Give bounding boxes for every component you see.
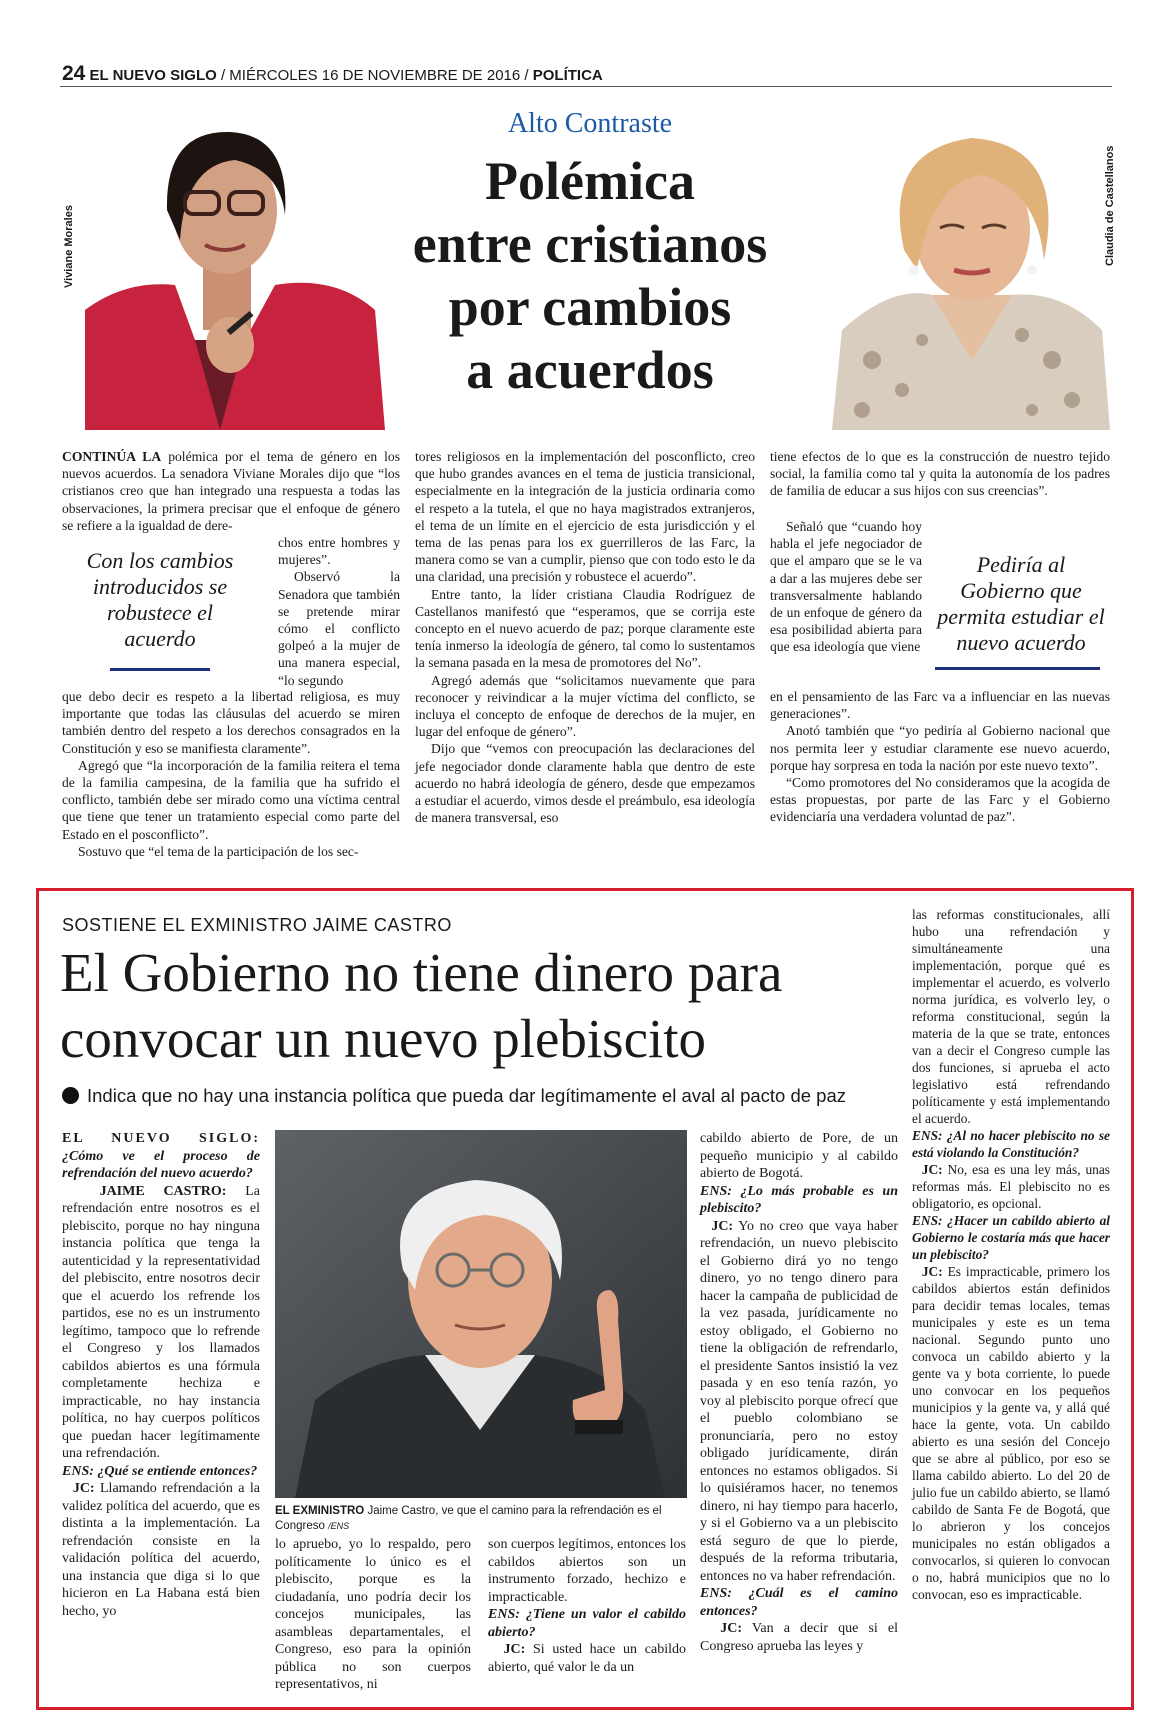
paragraph-text: “Como promotores del No consideramos que la acogida de estas propuestas, por parte de las Farc y el Gobierno evidenciaría una verdadera voluntad de paz”.	[770, 775, 1110, 825]
headline-line: entre cristianos	[412, 214, 768, 274]
subhead-text: Indica que no hay una instancia política que pueda dar legítimamente el aval al pacto de paz	[87, 1085, 847, 1106]
paragraph-text: tores religiosos en la implementación del posconflicto, creo que hubo grandes avances en el tema de justicia transicional, especialmente en la integración de la justicia ordinaria como el respeto a la tutela, el que no haya magistrados extranjeros, el tema de un límite en el ejercicio de esta jurisdicción y el tema de las penas para los ex guerrilleros de las Farc, la manera como se van a cumplir, pienso que con todo esto le da una claridad, una precisión y robustece el acuerdo”.	[415, 449, 755, 585]
interview-col-2	[275, 1536, 471, 1694]
top-col-3-wrap	[770, 518, 922, 656]
paragraph-text: tiene efectos de lo que es la construcción de nuestro tejido social, la familia como tal y quita la autonomía de los padres de familia de educar a sus hijos con sus creencias”.	[770, 449, 1110, 499]
answer-text: lo apruebo, yo lo respaldo, pero políticamente lo único es el plebiscito, porque es la ciudadanía, uno podría decir los concejos municipales, las asambleas departamentales, el Congreso, eso para la opinión pública no son cuerpos representativos, ni	[275, 1537, 471, 1692]
answer	[700, 1218, 898, 1586]
photo-claudia-castellanos	[832, 110, 1110, 430]
speaker: JAIME CASTRO:	[99, 1183, 227, 1199]
paragraph-text: Señaló que “cuando hoy habla el jefe negociador de que el amparo que se le va a dar a las mujeres debe ser transversalmente hablando de un enfoque de género da esa posibilidad abierta para que esa ideología que viene	[770, 519, 922, 655]
headline-line: convocar un nuevo plebiscito	[60, 1008, 707, 1069]
caption-credit: /ENS	[328, 1521, 350, 1531]
photo-credit-left: Viviane Morales	[63, 205, 75, 288]
answer-text: Es impracticable, primero los cabildos abiertos están definidos para decidir temas locales, temas municipales y este es un tema nacional. Segundo punto uno convoca un cabildo abierto y la gente va y bota corriente, lo puede uno convocar en los pequeños municipios y la gente va, y allá qué hace la gente, vota. Un cabildo abierto es una sesión del Concejo que se abre al público, por eso se llama cabildo abierto. Lo del 20 de julio fue un cabildo abierto, se llamó cabildo de Santa Fe de Bogotá, que lo abrieron y los concejos municipales no están obligados a convocarlos, si quieren lo convocan o no, habrá municipios que no lo convocan, eso es impracticable.	[912, 1264, 1110, 1602]
publication-name: EL NUEVO SIGLO	[89, 67, 217, 84]
question-text: ENS: ¿Al no hacer plebiscito no se está violando la Constitución?	[912, 1128, 1110, 1160]
header-rule	[60, 86, 1112, 87]
paragraph-text: chos entre hombres y mujeres”.	[278, 535, 400, 568]
top-col-3	[770, 448, 1110, 500]
paragraph-text: Anotó también que “yo pediría al Gobierno nacional que nos permita leer y estudiar claramente ese nuevo acuerdo, porque hay sorpresa en toda la nación por este nuevo texto”.	[770, 723, 1110, 773]
question-text: ENS: ¿Hacer un cabildo abierto al Gobierno le costaría más que hacer un plebiscito?	[912, 1213, 1110, 1262]
paragraph-text: polémica por el tema de género en los nuevos acuerdos. La senadora Viviane Morales dijo que “los cristianos creo que han integrado una respuesta a todas las observaciones, la primera precisar que el enfoque de género se refiere a la igualdad de dere-	[62, 449, 400, 533]
interview-subhead	[62, 1085, 846, 1107]
answer-text: Si usted hace un cabildo abierto, qué valor le da un	[488, 1642, 686, 1675]
paragraph	[62, 448, 400, 534]
lead-in: CONTINÚA LA	[62, 449, 162, 464]
question-text: ENS: ¿Cuál es el camino entonces?	[700, 1586, 898, 1619]
kicker-alto-contraste: Alto Contraste	[507, 108, 673, 139]
top-col-1	[62, 448, 400, 534]
top-col-2	[415, 448, 755, 826]
page-number: 24	[62, 62, 86, 85]
paragraph-text: Dijo que “vemos con preocupación las declaraciones del jefe negociador donde claramente habla que dentro de este acuerdo no habrá ideología de género, desde que empezamos a estudiar el acuerdo, vimos desde el preámbulo, esa ideología de manera transversal, eso	[415, 741, 755, 826]
interview-col-5	[912, 906, 1110, 1603]
answer	[912, 1263, 1110, 1603]
page-folio	[62, 62, 603, 86]
question-text: ENS: ¿Lo más probable es un plebiscito?	[700, 1183, 898, 1216]
paragraph-text: en el pensamiento de las Farc va a influenciar en las nuevas generaciones”.	[770, 689, 1110, 722]
headline-line: por cambios	[448, 277, 732, 337]
interview-col-3	[488, 1536, 686, 1676]
photo-jaime-castro	[275, 1130, 687, 1498]
headline-top	[360, 150, 820, 402]
top-col-1-lower	[62, 688, 400, 860]
photo-credit-right: Claudia de Castellanos	[1104, 145, 1116, 266]
caption-text: Jaime Castro, ve que el camino para la refrendación es el Congreso	[275, 1505, 662, 1532]
bullet-icon	[62, 1087, 79, 1104]
interview-headline	[60, 940, 920, 1072]
interview-kicker: SOSTIENE EL EXMINISTRO JAIME CASTRO	[62, 915, 452, 935]
speaker: EL NUEVO SIGLO:	[62, 1131, 260, 1146]
answer-text: Van a decir que si el Congreso aprueba las leyes y	[700, 1621, 899, 1654]
speaker: JC:	[503, 1642, 526, 1657]
pull-quote-left: Con los cambios introducidos se robustece el acuerdo	[86, 548, 234, 651]
interview-col-4	[700, 1130, 898, 1655]
speaker: JC:	[720, 1621, 742, 1636]
caption-lead: EL EXMINISTRO	[275, 1505, 365, 1517]
answer	[700, 1620, 898, 1655]
section-name: POLÍTICA	[532, 67, 603, 84]
answer-text: las reformas constitucionales, allí hubo una refrendación y simultáneamente una implementación, porque qué es implementar el acuerdo, es volverlo norma jurídica, es volverlo ley, o reforma constitucional, según la materia de la que se trate, entonces van a decir el Congreso cumple las dos funciones, si aprueba el acto legislativo está refrendando políticamente y está implementando el acuerdo.	[912, 907, 1110, 1126]
answer-text: son cuerpos legítimos, entonces los cabildos abiertos son un instrumento forzado, hechizo e impracticable.	[488, 1537, 686, 1605]
answer-text: Yo no creo que vaya haber refrendación, un nuevo plebiscito el Gobierno dirá yo no tengo dinero, yo no tengo dinero para hacer la campaña de publicidad de la vez pasada, jurídicamente no estoy obligado, el Gobierno no tiene la obligación de refrendarlo, el presidente Santos insistió la vez pasada y en eso tenía razón, yo voy al plebiscito porque ofrecí que el pueblo colombiano se pronunciaría, pero no estoy obligado jurídicamente, dirán entonces no estamos obligados. Si lo quisiéramos hacer, no tenemos dinero, ni hay tiempo para hacerlo, y si el Gobierno va a un plebiscito está seguro de que lo pierde, después de la reforma tributaria, entonces no va haber refrendación.	[700, 1218, 899, 1584]
answer	[488, 1641, 686, 1676]
issue-date: / MIÉRCOLES 16 DE NOVIEMBRE DE 2016 /	[220, 67, 529, 84]
photo-viviane-morales	[85, 110, 385, 430]
paragraph-text: Sostuvo que “el tema de la participación de los sec-	[78, 843, 359, 859]
answer	[912, 1161, 1110, 1212]
pull-quote-rule	[935, 667, 1100, 670]
top-col-1-wrap	[278, 534, 400, 689]
answer	[62, 1183, 260, 1463]
top-col-3-lower	[770, 688, 1110, 826]
question-text: ¿Cómo ve el proceso de refrendación del nuevo acuerdo?	[62, 1148, 260, 1181]
question	[62, 1130, 260, 1183]
speaker: JC:	[711, 1218, 734, 1234]
photo-caption	[275, 1504, 675, 1534]
question-text: ENS: ¿Tiene un valor el cabildo abierto?	[488, 1607, 686, 1640]
answer-text: No, esa es una ley más, unas reformas más. El plebiscito no es obligatorio, es opcional.	[912, 1162, 1110, 1211]
interview-col-1	[62, 1130, 260, 1620]
paragraph-text: Observó la Senadora que también se pretende mirar cómo el conflicto golpeó a la mujer de una manera especial, “lo segundo	[278, 569, 400, 688]
headline-line: El Gobierno no tiene dinero para	[60, 942, 783, 1003]
headline-line: a acuerdos	[466, 340, 714, 400]
pull-quote-rule	[110, 668, 210, 671]
paragraph-text: Entre tanto, la líder cristiana Claudia Rodríguez de Castellanos manifestó que “esperamos, que se corrija este concepto en el nuevo acuerdo de paz; porque claramente este tenía inmerso la ideología de género, tal como lo sustentamos la semana pasada en la mesa de promotores del No”.	[415, 586, 755, 671]
speaker: JC:	[921, 1264, 943, 1279]
answer-text: cabildo abierto de Pore, de un pequeño municipio y al cabildo abierto de Bogotá.	[700, 1131, 898, 1181]
headline-line: Polémica	[485, 151, 695, 211]
paragraph-text: Agregó además que “solicitamos nuevamente que para reconocer y reivindicar a la mujer víctima del conflicto, se incluya el concepto de enfoque de derechos de la mujer, en lugar del enfoque de género”.	[415, 672, 755, 740]
answer-text: La refrendación entre nosotros es el plebiscito, porque no hay ninguna instancia política que tenga la autenticidad y la representatividad del plebiscito, entre nosotros decir que el acuerdo los refrende los partidos, ese no es un instrumento legítimo, tampoco que lo refrende el Congreso y los llamados cabildos abiertos es una fórmula completamente hechiza e impracticable, no hay instancia política, no hay cuerpos políticos que puedan hacer legítimamente una refrendación.	[62, 1183, 261, 1461]
paragraph-text: Agregó que “la incorporación de la familia reitera el tema de la familia campesina, de la familia que ha sufrido el conflicto, también debe ser mirado como una víctima central que tiene que tener un tratamiento especial como parte del Estado en el posconflicto”.	[62, 757, 400, 842]
answer	[62, 1480, 260, 1620]
speaker: JC:	[72, 1481, 95, 1496]
speaker: JC:	[921, 1162, 943, 1177]
pull-quote-right: Pediría al Gobierno que permita estudiar el nuevo acuerdo	[937, 552, 1105, 655]
question-text: ENS: ¿Qué se entiende entonces?	[62, 1463, 258, 1479]
answer-text: Llamando refrendación a la validez política del acuerdo, que es distinta a la implementación. La refrendación consiste en la validación política del acuerdo, una instancia que diga si lo que hicieron en La Habana está bien hecho, yo	[62, 1481, 261, 1619]
paragraph-text: que debo decir es respeto a la libertad religiosa, es muy importante que todas las cláusulas del acuerdo se miren también dentro del respeto a los derechos consagrados en la Constitución y eso se manifiesta claramente”.	[62, 689, 400, 756]
